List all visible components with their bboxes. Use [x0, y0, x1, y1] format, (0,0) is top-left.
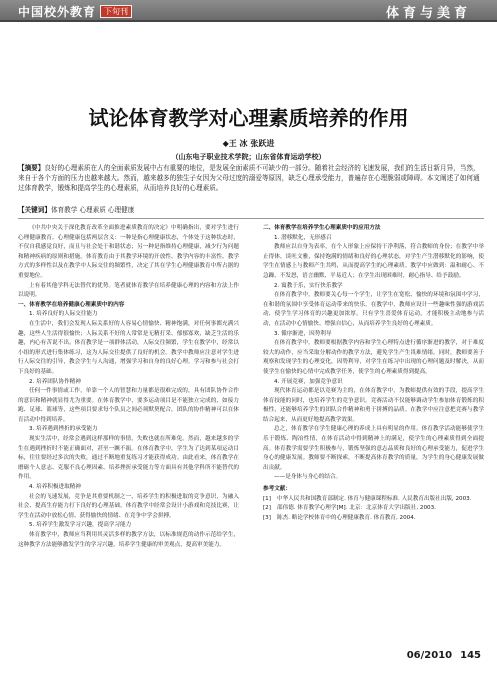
- reference-item: [263, 514, 484, 524]
- section-name: 体育与美育: [385, 6, 471, 21]
- subsection-heading: 5. 培养学生激发学习兴趣，提高学习能力: [29, 522, 132, 529]
- reference-number: [3]: [263, 514, 271, 521]
- reference-number: [1]: [263, 495, 271, 502]
- keywords: [18, 204, 134, 214]
- abstract-text: 良好的心理素质在人的全面素质发展中占有重要的地位，是发展全面素质不可缺少的一部分。随着社会经济的飞速发展，我们的生活日新月异，当然，来自于各个方面的压力也越来越大。然而，越来越多的独生子女因为父母过度的溺爱等原因，缺乏心理承受能力，普遍存在心理脆弱或障碍。本文阐述了如何通过体育教学，锻炼和提高学生的心理素质，从而培养良好的心理素质。: [18, 164, 480, 192]
- issue-number: 06/2010: [406, 650, 453, 661]
- body-paragraph: 现实生活中，经常会遇到这样那样的事情，失败也就在所难免。然而，越来越多的学生在遇到挫折时不能正确面对，甚至一蹶不振。在体育教学中，学生为了达到某项运动目标，往往要经过多次的失败，通过不断地重复练习才能获得成功。由此看来，体育教学在磨砺个人意志、克服不良心理因素、培养挫折承受能力等方面具有其他学科所不能替代的作用。: [18, 436, 239, 481]
- reference-item: [263, 495, 484, 505]
- body-paragraph: 社会的飞速发展，竞争是其重要机制之一，培养学生的积极进取的竞争意识，为融入社会、提高生存能力打下良好的心理基础。体育教学中经常会设计小游戏和竞技比赛，让学生在活动中放松心情、获得愉快的情绪、在竞争中学会拼搏。: [18, 493, 239, 519]
- journal-title: 中国校外教育: [18, 5, 97, 19]
- right-column: [263, 224, 484, 642]
- reference-number: [2]: [263, 505, 271, 512]
- subsection-heading: 1. 潜移默化，无形感召: [274, 234, 332, 241]
- references-heading: 参考文献：: [263, 486, 291, 493]
- body-paragraph: 体育教学中，教师应当利用其灵活多样的教学方法，以标准规范的动作示范给学生，这种教学方法能够激发学生的学习兴趣，培养学生健康的审美观点，提高审美能力。: [18, 532, 239, 548]
- subsection-heading: 1. 培养良好的人际交往能力: [29, 311, 98, 318]
- subsection-heading: 2. 寓教于乐，实行快乐教学: [274, 282, 343, 289]
- journal-name: [18, 3, 132, 20]
- body-paragraph: 《中共中央关于深化教育改革全面推进素质教育的决定》中明确指出，要对学生进行心理健康教育。心理健康包括两层含义：一种是指心理健康状态，个体处于这种状态时，不仅自我感觉良好，而且与社会处于和谐状态；另一种是指维持心理健康，减少行为问题和精神疾病的原则和措施。体育教育由于其教学环境的开放性、教学内容的丰富性、教学方式的多样性以及在教学中人际交往的频繁性，决定了其在学生心理健康教育中所占据的重要地位。: [18, 225, 239, 279]
- body-paragraph: 教师应以自身为表率，在个人形象上应保持干净利落，符合教师的身份；在教学中举止得体，谈吐文雅，保持饱满的情绪和良好的心理状态，对学生产生潜移默化的影响，使学生在情感上与教师产生共鸣，从而提高学生的心理素质。教学中应做到：温和耐心、不急躁、不发怒，语言幽默、平易近人；在学生出现困难时，耐心指导、给予鼓励。: [263, 244, 484, 279]
- left-column: [18, 224, 239, 634]
- body-paragraph: 上有着其他学科无法替代的优势。笔者就体育教学在培养健康心理的内容和方法上作以说明。: [18, 282, 239, 299]
- keywords-label: 【关键词】: [18, 206, 51, 214]
- body-paragraph: 总之，体育教学在学生健康心理的养成上具有明显的作用。体育教学活动能够使学生乐于锻炼、陶冶性情，在体育活动中得到精神上的满足，使学生的心理素质得到全面提高。体育教学需要学生积极参与，锻炼坚强的意志品质和良好的心理承受能力，促进学生身心的健康发展。教师要不断探索，不断提高体育教学的质量，为学生的身心健康发展做出贡献。: [263, 426, 484, 471]
- body-paragraph: ——是身体与身心的结合。: [274, 474, 342, 481]
- issue-badge: 下旬刊: [100, 5, 132, 18]
- divider: [18, 218, 484, 219]
- article-title: 试论体育教学对心理素质培养的作用: [88, 106, 409, 130]
- body-paragraph: 任何一件事情或工作，单靠一个人的智慧和力量都是很难完成的，具有团队协作合作的意识和精神就显得尤为重要。在体育教学中，要多运动项目是不能独立完成的，如接力跑、足球、篮球等，这些项目要求每个队员之间必须默契配合，团队的协作精神可以在体育活动中得到培养。: [18, 388, 239, 423]
- subsection-heading: 4. 开展竞赛，加强竞争意识: [274, 378, 343, 385]
- body-paragraph: 在生活中，我们会发现人际关系好的人容易心情愉快、精神饱满，对任何事都充满兴趣，这些人生活得很愉快；人际关系不好的人常常是无精打采、郁郁寡欢，缺乏生活的乐趣，内心有苦说不出。体育教学是一项群体活动，人际交往频繁，学生在教学中，经常以小组的形式进行集体练习，这为人际交往提供了良好的机会。教学中教师应注意对学生进行人际交往的引导，教会学生与人沟通，增强学习和自身的良好心理。学习和参与社会打下良好的基础。: [18, 320, 239, 375]
- reference-text: 陈杰. 略论学校体育中的心理健康教育. 体育教育, 2004.: [277, 514, 416, 521]
- body-paragraph: 在体育教学中，教师要根据教学内容和学生心理特点进行循序渐进的教学，对于难度较大的动作，应当采取分解动作的教学方法，避免学生产生畏难情绪。同时，教师要善于观察和发现学生的心理变化，因势利导，对学生在练习中出现的心理问题及时解决，从而使学生在愉快的心情中完成教学任务，使学生的心理素质得到提高。: [263, 340, 484, 375]
- page-footer: [407, 650, 481, 661]
- abstract-body: [18, 163, 484, 203]
- subsection-heading: 2. 培养团队协作精神: [29, 378, 81, 385]
- page-number: 145: [460, 650, 481, 661]
- abstract-label: 【摘要】: [18, 164, 45, 172]
- reference-text: 邵伟德. 体育教学心理学[M]. 北京：北京体育大学出版社, 2003.: [277, 505, 436, 512]
- article-affiliation: （山东电子职业技术学院；山东省体育运动学校）: [171, 153, 326, 161]
- subsection-heading: 3. 培养遇到挫折的承受能力: [29, 426, 98, 433]
- abstract: [18, 163, 484, 203]
- section-heading: 二、体育教学在培养学生心理素质中的应用方法: [263, 225, 381, 231]
- body-paragraph: 在体育教学中，教师要关心每一个学生，让学生在宽松、愉快的环境和氛围中学习，在和谐的氛围中享受体育运动带来的快乐。在教学中，教师应设计一些趣味性强的游戏活动，使学生学习体育的兴趣更加浓厚。只有学生喜爱体育运动，才能积极主动地参与活动，在活动中心情愉快、增强自信心，从而培养学生良好的心理素质。: [263, 292, 484, 327]
- subsection-heading: 3. 循序渐进，因势利导: [274, 330, 332, 337]
- reference-text: 中华人民共和国教育部制定. 体育与健康课程标准. 人民教育出版社出版, 2003.: [277, 495, 472, 502]
- article-authors: ◆王 冰 张跃进: [222, 139, 275, 148]
- section-heading: 一、体育教学在培养健康心理素质中的内容: [18, 301, 125, 308]
- subsection-heading: 4. 培养积极进取精神: [29, 484, 81, 491]
- body-paragraph: 现代体育运动都是以竞赛为主的，在体育教学中，为教师提供有效的手段，提高学生体育技能的同时，也培养学生的竞争意识。竞赛活动不仅能够调动学生参加体育锻炼的积极性，还能够培养学生的团队合作精神和勇于拼搏的品质。在教学中应注意把竞赛与教学结合起来，从而更好地提高教学效果。: [263, 388, 484, 423]
- reference-item: [263, 504, 484, 514]
- journal-header: [0, 0, 497, 22]
- keywords-text: 体育教学 心理素质 心理健康: [50, 206, 135, 214]
